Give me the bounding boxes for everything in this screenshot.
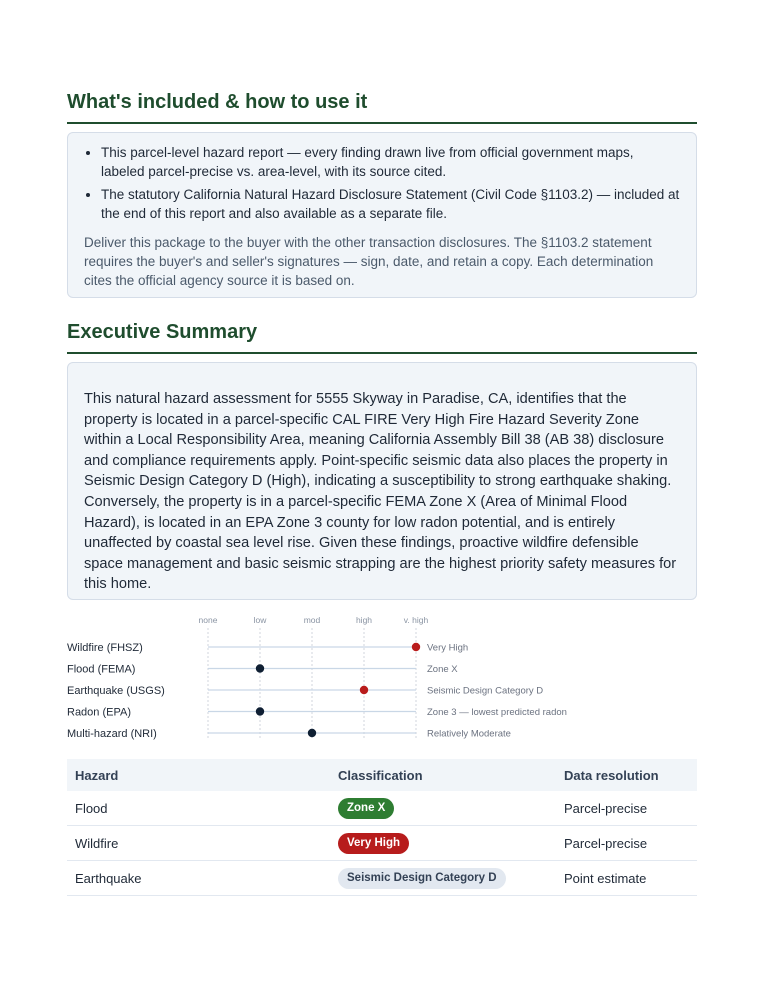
- header-hazard: Hazard: [75, 767, 119, 783]
- hazard-level-marker: [412, 643, 420, 651]
- hazard-level-marker: [360, 686, 368, 694]
- summary-panel: [67, 362, 697, 600]
- hazard-value-label: Seismic Design Category D: [427, 685, 544, 697]
- hazard-level-marker: [256, 707, 264, 715]
- hazard-row-label: Flood (FEMA): [67, 663, 136, 676]
- hazard-cell: Earthquake: [67, 861, 330, 896]
- hazard-risk-chart: [67, 610, 697, 745]
- hazard-value-label: Zone X: [427, 664, 458, 675]
- hazard-cell: Flood: [67, 791, 330, 826]
- classification-cell: [330, 861, 556, 896]
- scale-tick-label: low: [253, 615, 267, 625]
- hazard-level-marker: [256, 664, 264, 672]
- classification-cell: [330, 791, 556, 826]
- hazard-row-label: Radon (EPA): [67, 706, 131, 719]
- classification-badge: Very High: [338, 833, 409, 854]
- hazard-row-label: Earthquake (USGS): [67, 685, 165, 697]
- hazard-row-label: Wildfire (FHSZ): [67, 642, 143, 654]
- summary-text: This natural hazard assessment for 5555 Skyway in Paradise, CA, identifies that the property is located in a parcel-specific CAL FIRE Very High Fire Hazard Severity Zone within a Local Responsibility Area, meaning California Assembly Bill 38 (AB 38) disclosure and compliance requirements apply. Point-specific seismic data also places the property in Seismic Design Category D (High), indicating a susceptibility to strong earthquake shaking. Conversely, the property is in a parcel-specific FEMA Zone X (Area of Minimal Flood Hazard), is located in an EPA Zone 3 county for low radon potential, and is entirely unaffected by coastal sea level rise. Given these findings, proactive wildfire defensible space management and basic seismic strapping are the highest priority safety measures for this home.: [84, 391, 677, 593]
- hazard-cell: Wildfire: [67, 826, 330, 861]
- hazard-value-label: Zone 3 — lowest predicted radon: [427, 707, 567, 718]
- hazard-level-marker: [308, 729, 316, 737]
- table-row: [67, 791, 697, 826]
- included-item: • The statutory California Natural Hazard Disclosure Statement (Civil Code §1103.2) — included at the end of this report and also available as a separate file.: [101, 185, 680, 223]
- header-resolution: Data resolution: [564, 767, 659, 783]
- summary-heading: Executive Summary: [67, 321, 697, 354]
- scale-tick-label: none: [198, 615, 218, 625]
- table-row: [67, 826, 697, 861]
- included-heading: What's included & how to use it: [67, 91, 697, 124]
- included-note: Deliver this package to the buyer with the other transaction disclosures. The §1103.2 statement requires the buyer's and seller's signatures — sign, date, and retain a copy. Each determination cites the official agency source it is based on.: [84, 235, 654, 288]
- header-classification: Classification: [338, 767, 423, 783]
- hazard-row-label: Multi-hazard (NRI): [67, 728, 157, 740]
- included-item: • This parcel-level hazard report — every finding drawn live from official government maps, labeled parcel-precise vs. area-level, with its source cited.: [101, 143, 680, 181]
- classification-badge: Zone X: [338, 798, 394, 819]
- resolution-cell: Point estimate: [556, 861, 697, 896]
- table-row: [67, 861, 697, 896]
- scale-tick-label: high: [355, 615, 373, 625]
- classification-badge: Seismic Design Category D: [338, 868, 506, 889]
- resolution-cell: Parcel-precise: [556, 791, 697, 826]
- scale-tick-label: v. high: [403, 615, 429, 625]
- hazard-value-label: Relatively Moderate: [427, 728, 511, 740]
- classification-cell: [330, 826, 556, 861]
- hazard-value-label: Very High: [427, 642, 469, 654]
- included-list: [68, 143, 696, 223]
- included-panel: [67, 132, 697, 298]
- scale-tick-label: mod: [303, 615, 321, 625]
- table-header-row: [67, 759, 697, 791]
- hazard-table: [67, 759, 697, 896]
- resolution-cell: Parcel-precise: [556, 826, 697, 861]
